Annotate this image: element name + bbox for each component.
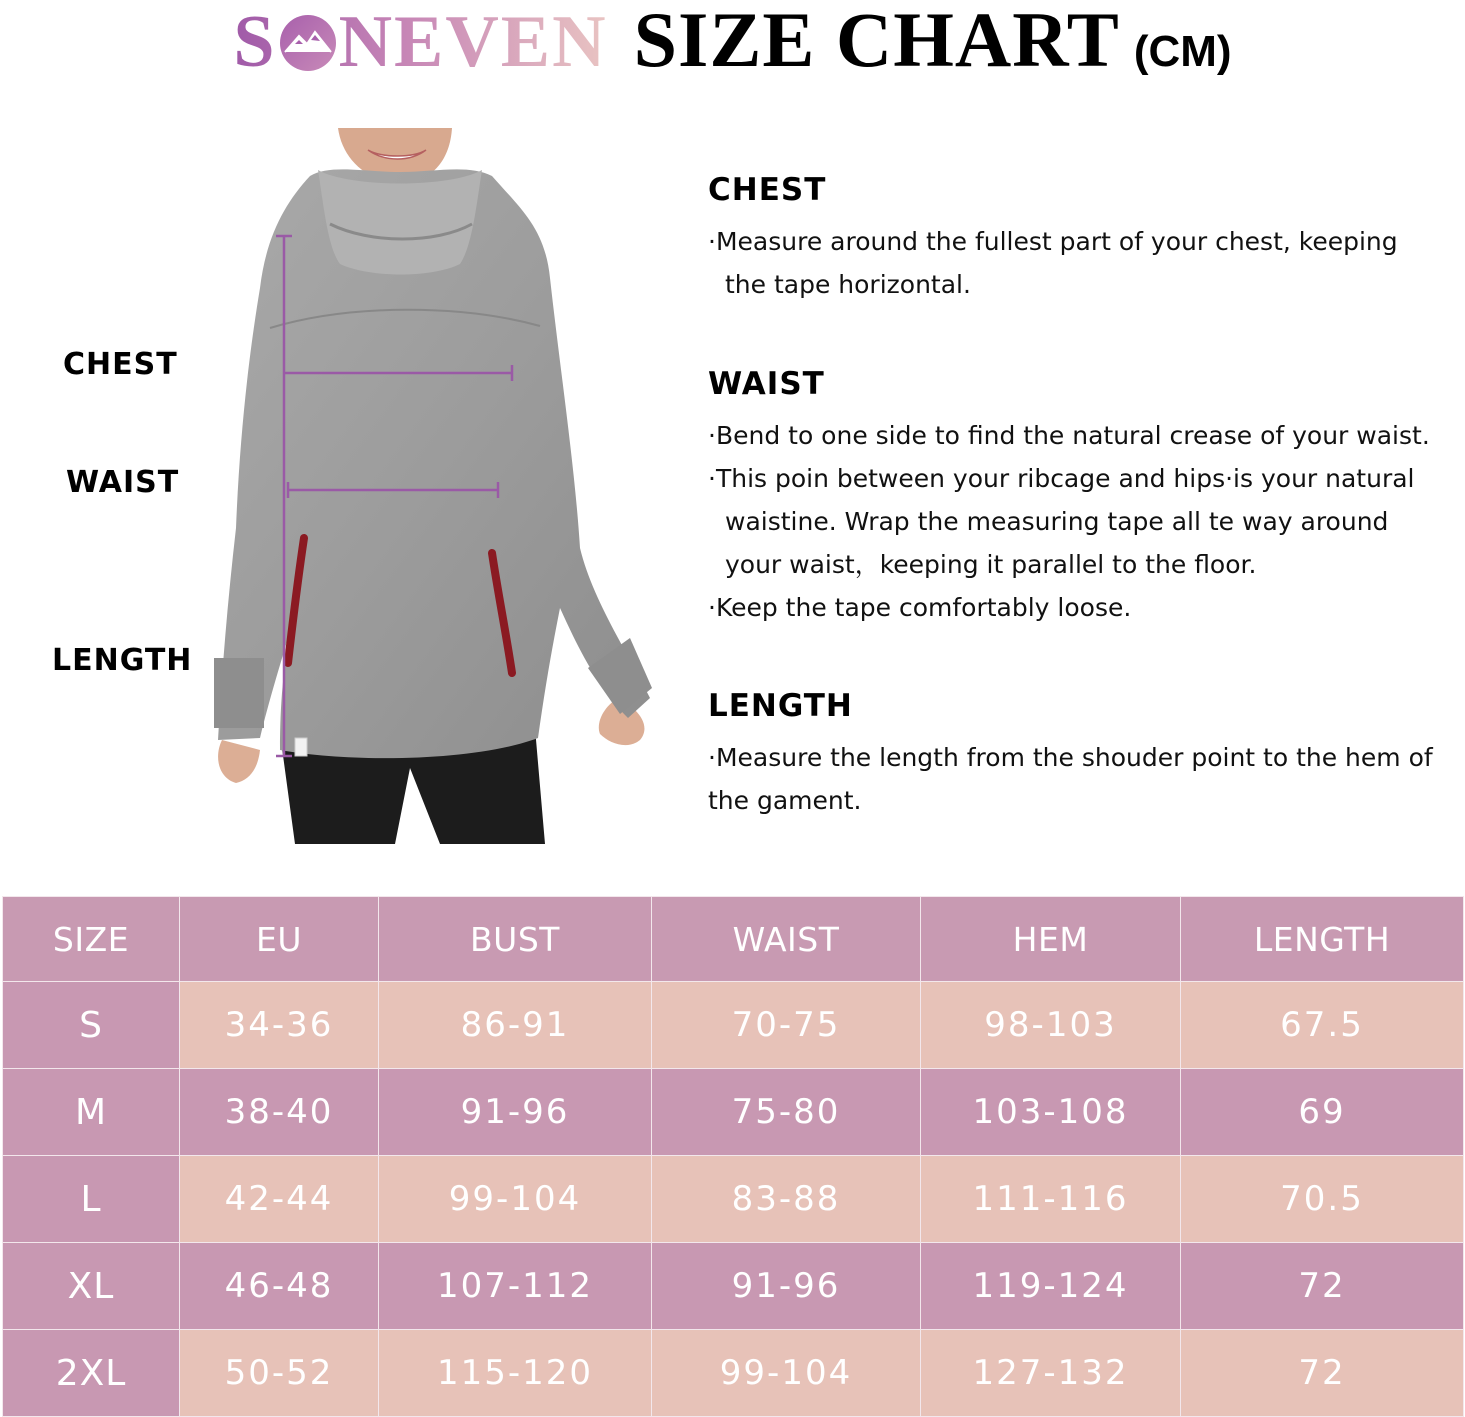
table-row xyxy=(3,1156,1464,1243)
size-cell: XL xyxy=(3,1243,180,1330)
size-cell: L xyxy=(3,1156,180,1243)
size-table xyxy=(2,896,1464,1417)
length-line-2: the gament. xyxy=(708,786,862,815)
length-instructions xyxy=(708,688,1453,822)
hem-tag-shape xyxy=(295,738,307,756)
bust-cell: 86-91 xyxy=(379,982,652,1069)
figure-label-length: LENGTH xyxy=(52,643,193,678)
length-cell: 69 xyxy=(1181,1069,1464,1156)
waist-cell: 70-75 xyxy=(652,982,921,1069)
waist-line-2: ·This poin between your ribcage and hips·is your natural xyxy=(708,464,1415,493)
size-chart-header xyxy=(0,0,1465,83)
length-cell: 72 xyxy=(1181,1330,1464,1417)
mountain-logo-icon xyxy=(279,14,337,72)
length-cell: 67.5 xyxy=(1181,982,1464,1069)
eu-cell: 34-36 xyxy=(180,982,379,1069)
waist-instructions xyxy=(708,366,1453,629)
brand-letter-s: S xyxy=(233,1,277,83)
waist-heading: WAIST xyxy=(708,366,825,402)
waist-line-1: ·Bend to one side to find the natural crease of your waist. xyxy=(708,421,1430,450)
length-heading: LENGTH xyxy=(708,688,853,724)
table-header-row xyxy=(3,897,1464,982)
header-size: SIZE xyxy=(3,897,180,982)
table-row xyxy=(3,1330,1464,1417)
figure-label-chest: CHEST xyxy=(63,347,178,382)
bust-cell: 115-120 xyxy=(379,1330,652,1417)
table-row xyxy=(3,982,1464,1069)
chest-line-2: the tape horizontal. xyxy=(725,270,971,299)
waist-cell: 99-104 xyxy=(652,1330,921,1417)
waist-line-5: ·Keep the tape comfortably loose. xyxy=(708,593,1132,622)
bust-cell: 99-104 xyxy=(379,1156,652,1243)
header-eu: EU xyxy=(180,897,379,982)
hem-cell: 103-108 xyxy=(921,1069,1181,1156)
length-line-1: ·Measure the length from the shouder point to the hem of xyxy=(708,743,1433,772)
table-row xyxy=(3,1069,1464,1156)
eu-cell: 50-52 xyxy=(180,1330,379,1417)
model-garment-illustration xyxy=(200,128,660,844)
left-hand-shape xyxy=(218,740,260,783)
waist-cell: 83-88 xyxy=(652,1156,921,1243)
chest-heading: CHEST xyxy=(708,172,827,208)
page-title: SIZE CHART xyxy=(633,0,1120,83)
hem-cell: 111-116 xyxy=(921,1156,1181,1243)
waist-line-3: waistine. Wrap the measuring tape all te way around xyxy=(725,507,1389,536)
header-length: LENGTH xyxy=(1181,897,1464,982)
header-hem: HEM xyxy=(921,897,1181,982)
size-cell: S xyxy=(3,982,180,1069)
table-row xyxy=(3,1243,1464,1330)
bust-cell: 107-112 xyxy=(379,1243,652,1330)
length-cell: 72 xyxy=(1181,1243,1464,1330)
bust-cell: 91-96 xyxy=(379,1069,652,1156)
eu-cell: 42-44 xyxy=(180,1156,379,1243)
length-cell: 70.5 xyxy=(1181,1156,1464,1243)
eu-cell: 46-48 xyxy=(180,1243,379,1330)
brand-logo xyxy=(233,2,607,82)
cowl-neck-shape xyxy=(318,170,482,275)
left-cuff-shape xyxy=(214,658,264,728)
brand-letters-neven: NEVEN xyxy=(338,1,608,83)
hem-cell: 119-124 xyxy=(921,1243,1181,1330)
eu-cell: 38-40 xyxy=(180,1069,379,1156)
chest-line-1: ·Measure around the fullest part of your chest, keeping xyxy=(708,227,1398,256)
header-bust: BUST xyxy=(379,897,652,982)
figure-label-waist: WAIST xyxy=(66,465,180,500)
waist-cell: 75-80 xyxy=(652,1069,921,1156)
waist-line-4: your waist，keeping it parallel to the floor. xyxy=(725,550,1257,579)
waist-cell: 91-96 xyxy=(652,1243,921,1330)
chest-instructions xyxy=(708,172,1453,306)
header-waist: WAIST xyxy=(652,897,921,982)
hem-cell: 127-132 xyxy=(921,1330,1181,1417)
unit-label: (CM) xyxy=(1133,27,1232,76)
size-cell: M xyxy=(3,1069,180,1156)
hem-cell: 98-103 xyxy=(921,982,1181,1069)
size-cell: 2XL xyxy=(3,1330,180,1417)
